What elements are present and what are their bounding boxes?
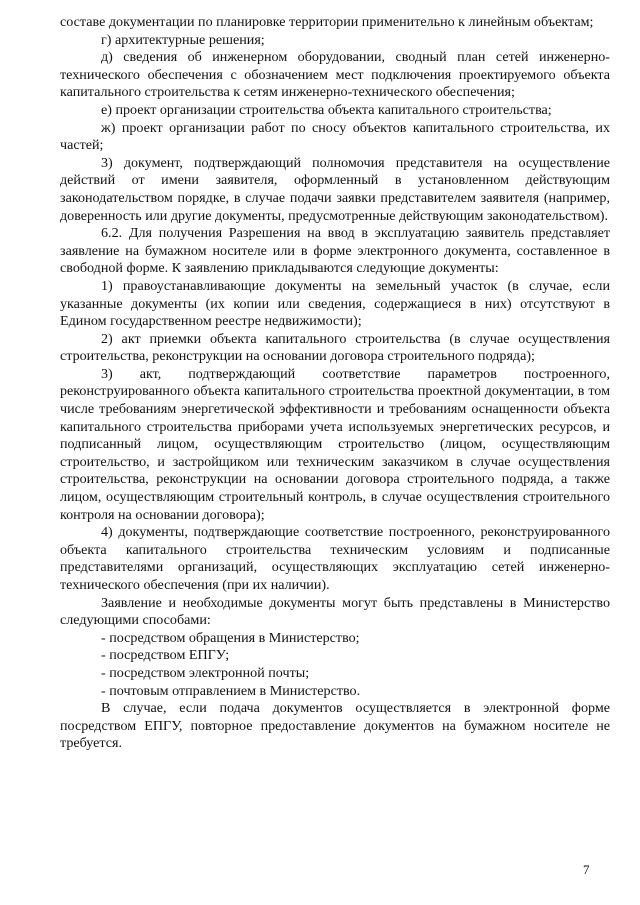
paragraph-item-1-land-documents: 1) правоустанавливающие документы на земельный участок (в случае, если указанные документы (их копии или сведения, содержащиеся в них) отсутствуют в Едином государственном реестре недвижимости); bbox=[60, 277, 610, 330]
paragraph-item-g: г) архитектурные решения; bbox=[101, 31, 265, 48]
paragraph-item-zh: ж) проект организации работ по сносу объектов капитального строительства, их частей; bbox=[60, 119, 610, 154]
paragraph-continuation: составе документации по планировке территории применительно к линейным объектам; bbox=[60, 14, 594, 30]
paragraph-item-d: д) сведения об инженерном оборудовании, сводный план сетей инженерно-технического обеспечения с обозначением мест подключения проектируемого объекта капитального строительства к сетям инженерно-технического обеспечения; bbox=[60, 49, 610, 101]
paragraph-item-4-technical-conditions: 4) документы, подтверждающие соответствие построенного, реконструированного объекта капитального строительства техническим условиям и подписанные представителями организаций, осуществляющих эксплуатацию сетей инженерно-технического обеспечения (при их наличии). bbox=[60, 524, 610, 593]
page-number: 7 bbox=[583, 862, 590, 877]
document-body bbox=[60, 14, 610, 753]
list-item-epgu: - посредством ЕПГУ; bbox=[101, 647, 230, 664]
paragraph-item-3-compliance-act: 3) акт, подтверждающий соответствие параметров построенного, реконструированного объекта капитального строительства проектной документации, в том числе требованиям энергетической эффективности и требованиям оснащенности объекта капитального строительства приборами учета используемых энергетических ресурсов, и подписанный лицом, осуществляющим строительство (лицом, осуществляющим строительство, и застройщиком или техническим заказчиком в случае осуществления строительства, реконструкции на основании договора строительного подряда, а также лицом, осуществляющим строительный контроль, в случае осуществления строительного контроля на основании договора); bbox=[60, 365, 610, 523]
paragraph-item-e: е) проект организации строительства объекта капитального строительства; bbox=[101, 101, 552, 118]
paragraph-section-6-2: 6.2. Для получения Разрешения на ввод в эксплуатацию заявитель представляет заявление на бумажном носителе или в форме электронного документа, составленное в свободной форме. К заявлению прикладываются следующие документы: bbox=[60, 225, 610, 277]
paragraph-item-3-authority: 3) документ, подтверждающий полномочия представителя на осуществление действий от имени заявителя, оформленный в установленном действующим законодательством порядке, в случае подачи заявки представителем заявителя (например, доверенность или другие документы, предусмотренные действующим законодательством). bbox=[60, 154, 610, 224]
paragraph-electronic-submission: В случае, если подача документов осуществляется в электронной форме посредством ЕПГУ, повторное предоставление документов на бумажном носителе не требуется. bbox=[60, 700, 610, 752]
list-item-postal: - почтовым отправлением в Министерство. bbox=[101, 682, 361, 699]
paragraph-item-2-acceptance-act: 2) акт приемки объекта капитального строительства (в случае осуществления строительства, реконструкции на основании договора строительного подряда); bbox=[60, 330, 610, 365]
list-item-ministry-visit: - посредством обращения в Министерство; bbox=[101, 629, 360, 646]
paragraph-submission-methods: Заявление и необходимые документы могут быть представлены в Министерство следующими способами: bbox=[60, 594, 610, 629]
list-item-email: - посредством электронной почты; bbox=[101, 664, 310, 681]
